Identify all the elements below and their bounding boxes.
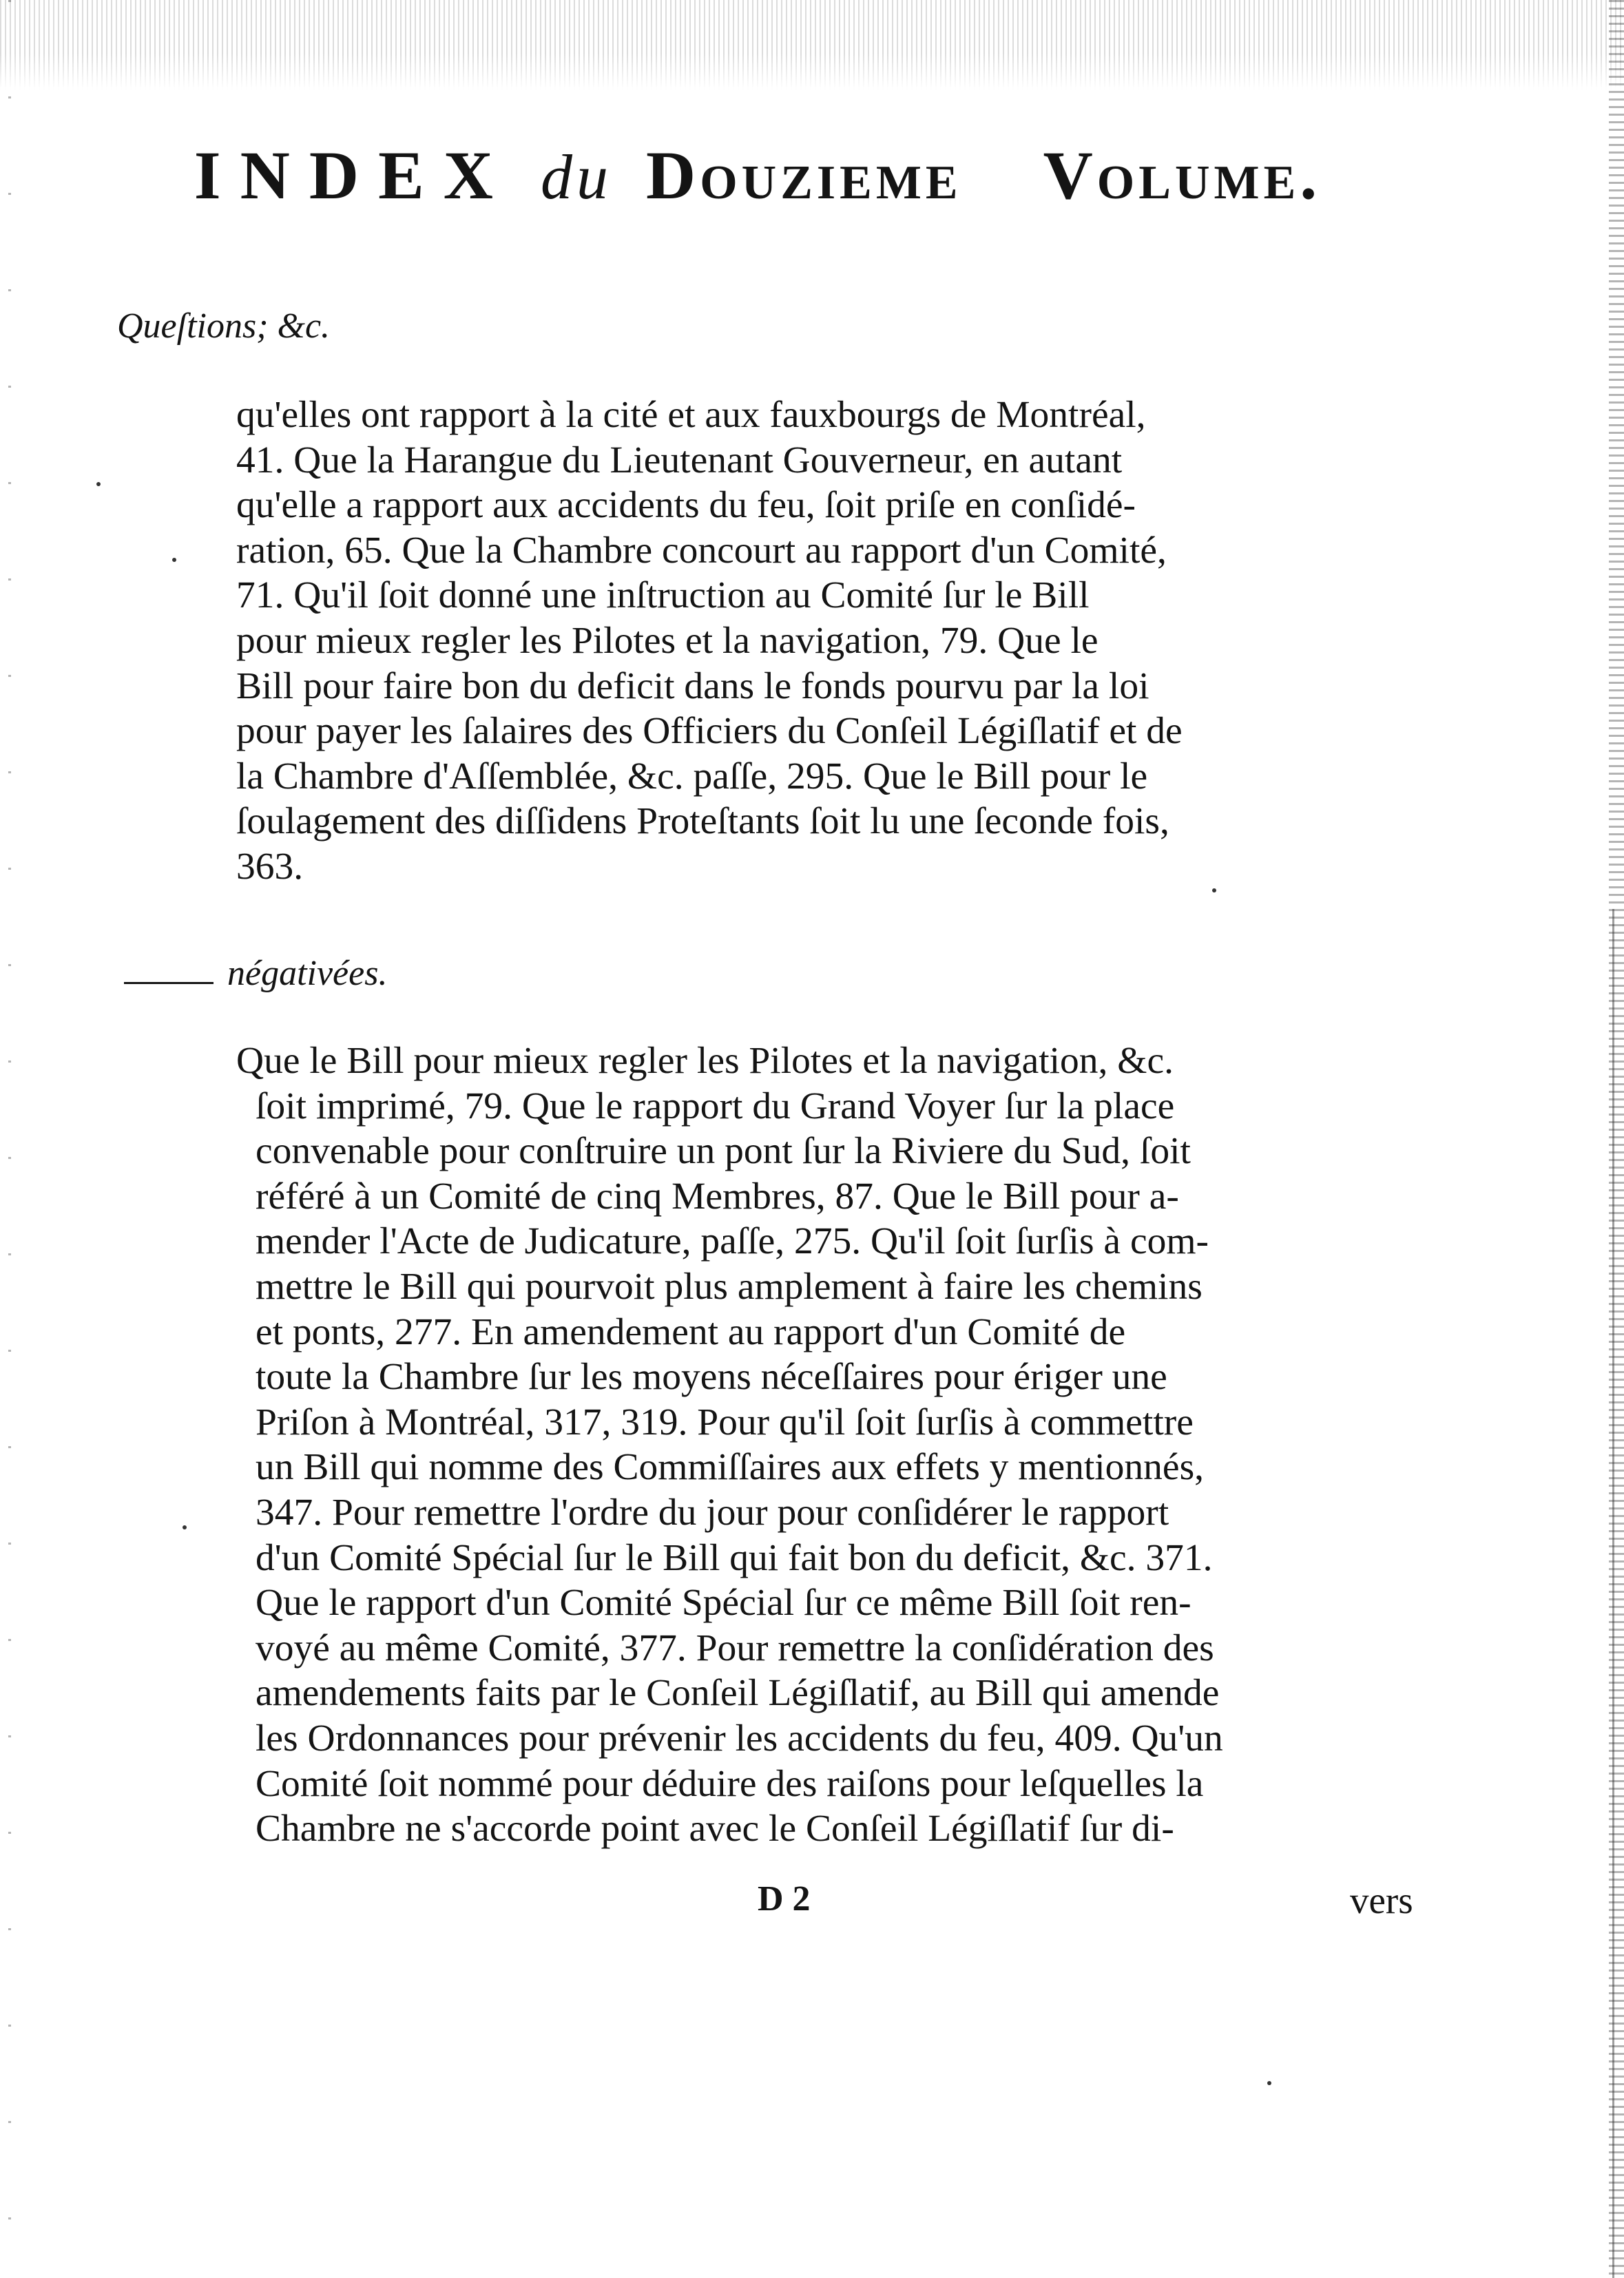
- title-du: du: [540, 142, 612, 212]
- em-dash-rule: [124, 982, 214, 984]
- text-line: Priſon à Montréal, 317, 319. Pour qu'il ſoit ſurſis à commettre: [256, 1401, 1194, 1443]
- text-line: et ponts, 277. En amendement au rapport d'un Comité de: [256, 1310, 1126, 1353]
- scan-artifact-right: [1609, 0, 1624, 2278]
- scan-speck: [96, 482, 101, 486]
- text-line: la Chambre d'Aſſemblée, &c. paſſe, 295. Que le Bill pour le: [236, 755, 1148, 797]
- text-line: ſoit imprimé, 79. Que le rapport du Grand Voyer ſur la place: [256, 1085, 1175, 1127]
- scan-speck: [1267, 2081, 1271, 2085]
- text-line: qu'elle a rapport aux accidents du feu, ſoit priſe en conſidé-: [236, 484, 1136, 527]
- index-entry-questions: [236, 393, 1435, 890]
- text-line: ration, 65. Que la Chambre concourt au rapport d'un Comité,: [236, 529, 1167, 572]
- text-line: mender l'Acte de Judicature, paſſe, 275. Qu'il ſoit ſurſis à com-: [256, 1220, 1209, 1263]
- text-line: ſoulagement des diſſidens Proteſtants ſoit lu une ſeconde fois,: [236, 800, 1169, 843]
- text-line: Que le rapport d'un Comité Spécial ſur ce même Bill ſoit ren-: [256, 1582, 1191, 1624]
- text-line: pour mieux regler les Pilotes et la navigation, 79. Que le: [236, 619, 1099, 662]
- text-line: d'un Comité Spécial ſur le Bill qui fait bon du deficit, &c. 371.: [256, 1536, 1213, 1579]
- text-line: 347. Pour remettre l'ordre du jour pour conſidérer le rapport: [256, 1491, 1169, 1534]
- text-line: 41. Que la Harangue du Lieutenant Gouverneur, en autant: [236, 439, 1123, 481]
- catchword: vers: [1350, 1879, 1413, 1921]
- scan-artifact-left: [8, 0, 11, 2278]
- title-volume: Volume.: [1043, 137, 1322, 213]
- subheading-label: négativées.: [227, 954, 388, 993]
- scan-artifact-top: [0, 0, 1624, 90]
- title-index: INDEX: [194, 137, 512, 213]
- section-heading-negativees: [124, 956, 387, 992]
- text-line: toute la Chambre ſur les moyens néceſſaires pour ériger une: [256, 1356, 1167, 1399]
- page-title: [0, 137, 1515, 213]
- scan-artifact-right-line: [1612, 909, 1614, 2278]
- index-entry-negativees: [236, 1038, 1443, 1852]
- scan-speck: [1212, 888, 1216, 892]
- title-douzieme: Douzieme: [645, 137, 962, 213]
- scan-speck: [172, 558, 176, 562]
- text-line: 71. Qu'il ſoit donné une inſtruction au Comité ſur le Bill: [236, 574, 1090, 617]
- text-line: les Ordonnances pour prévenir les accidents du feu, 409. Qu'un: [256, 1717, 1223, 1759]
- section-heading-questions: Queſtions; &c.: [117, 306, 331, 346]
- text-line: Que le Bill pour mieux regler les Pilotes et la navigation, &c.: [236, 1040, 1174, 1082]
- text-line: 363.: [236, 845, 304, 888]
- text-line: Chambre ne s'accorde point avec le Conſeil Légiſlatif ſur di-: [256, 1808, 1174, 1850]
- text-line: Bill pour faire bon du deficit dans le fonds pourvu par la loi: [236, 665, 1149, 707]
- text-line: un Bill qui nomme des Commiſſaires aux effets y mentionnés,: [256, 1446, 1205, 1489]
- scan-speck: [183, 1525, 187, 1529]
- text-line: pour payer les ſalaires des Officiers du Conſeil Légiſlatif et de: [236, 710, 1183, 753]
- text-line: référé à un Comité de cinq Membres, 87. Que le Bill pour a-: [256, 1175, 1179, 1218]
- text-line: amendements faits par le Conſeil Légiſlatif, au Bill qui amende: [256, 1672, 1220, 1715]
- text-line: mettre le Bill qui pourvoit plus amplement à faire les chemins: [256, 1265, 1203, 1308]
- text-line: convenable pour conſtruire un pont ſur la Riviere du Sud, ſoit: [256, 1130, 1191, 1173]
- printer-signature: D 2: [758, 1879, 811, 1919]
- text-line: voyé au même Comité, 377. Pour remettre la conſidération des: [256, 1627, 1214, 1669]
- text-line: Comité ſoit nommé pour déduire des raiſons pour leſquelles la: [256, 1762, 1204, 1805]
- text-line: qu'elles ont rapport à la cité et aux fauxbourgs de Montréal,: [236, 394, 1146, 436]
